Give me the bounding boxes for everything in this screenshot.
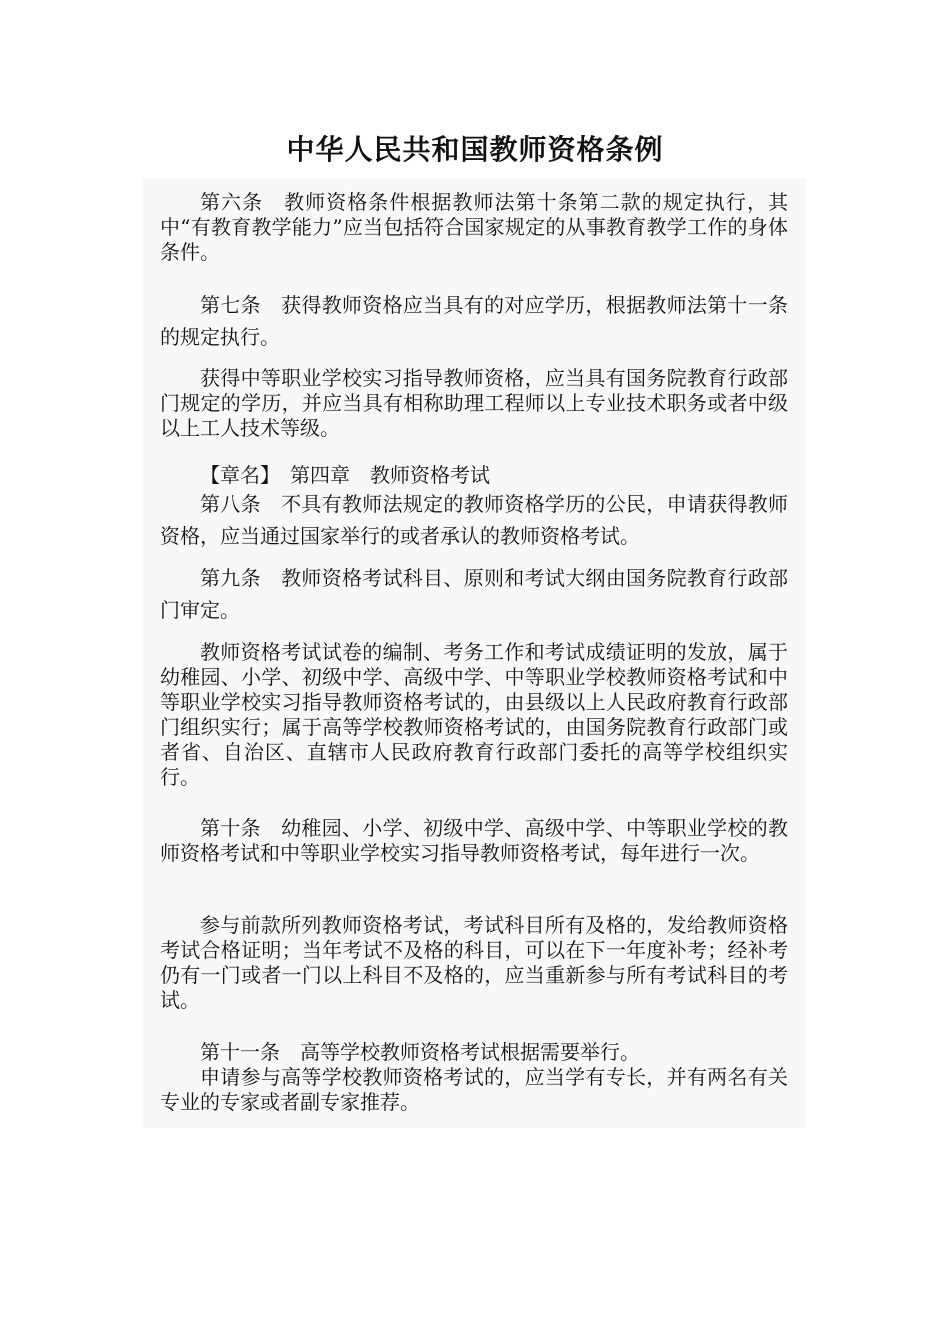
paragraph-article-11-sub: 申请参与高等学校教师资格考试的，应当学有专长，并有两名有关专业的专家或者副专家推荐。 [160, 1065, 788, 1114]
paragraph-article-6: 第六条 教师资格条件根据教师法第十条第二款的规定执行，其中“有教育教学能力”应当包括符合国家规定的从事教育教学工作的身体条件。 [160, 190, 788, 264]
paragraph-article-7-sub: 获得中等职业学校实习指导教师资格，应当具有国务院教育行政部门规定的学历，并应当具有相称助理工程师以上专业技术职务或者中级以上工人技术等级。 [160, 366, 788, 440]
page-title: 中华人民共和国教师资格条例 [286, 133, 664, 166]
paragraph-article-10-sub: 参与前款所列教师资格考试，考试科目所有及格的，发给教师资格考试合格证明；当年考试不及格的科目，可以在下一年度补考；经补考仍有一门或者一门以上科目不及格的，应当重新参与所有考试科目的考试。 [160, 913, 788, 1012]
paragraph-article-11: 第十一条 高等学校教师资格考试根据需要举行。 [200, 1040, 640, 1064]
document-body [143, 178, 806, 1128]
paragraph-article-8: 第八条 不具有教师法规定的教师资格学历的公民，申请获得教师资格，应当通过国家举行的或者承认的教师资格考试。 [160, 492, 788, 548]
paragraph-article-7: 第七条 获得教师资格应当具有的对应学历，根据教师法第十一条的规定执行。 [160, 293, 788, 349]
paragraph-article-10: 第十条 幼稚园、小学、初级中学、高级中学、中等职业学校的教师资格考试和中等职业学校实习指导教师资格考试，每年进行一次。 [160, 816, 788, 865]
chapter-heading: 【章名】 第四章 教师资格考试 [200, 463, 490, 487]
paragraph-article-9: 第九条 教师资格考试科目、原则和考试大纲由国务院教育行政部门审定。 [160, 566, 788, 622]
paragraph-article-9-sub: 教师资格考试试卷的编制、考务工作和考试成绩证明的发放，属于幼稚园、小学、初级中学、高级中学、中等职业学校教师资格考试和中等职业学校实习指导教师资格考试的，由县级以上人民政府教育行政部门组织实行；属于高等学校教师资格考试的，由国务院教育行政部门或者省、自治区、直辖市人民政府教育行政部门委托的高等学校组织实行。 [160, 640, 788, 789]
